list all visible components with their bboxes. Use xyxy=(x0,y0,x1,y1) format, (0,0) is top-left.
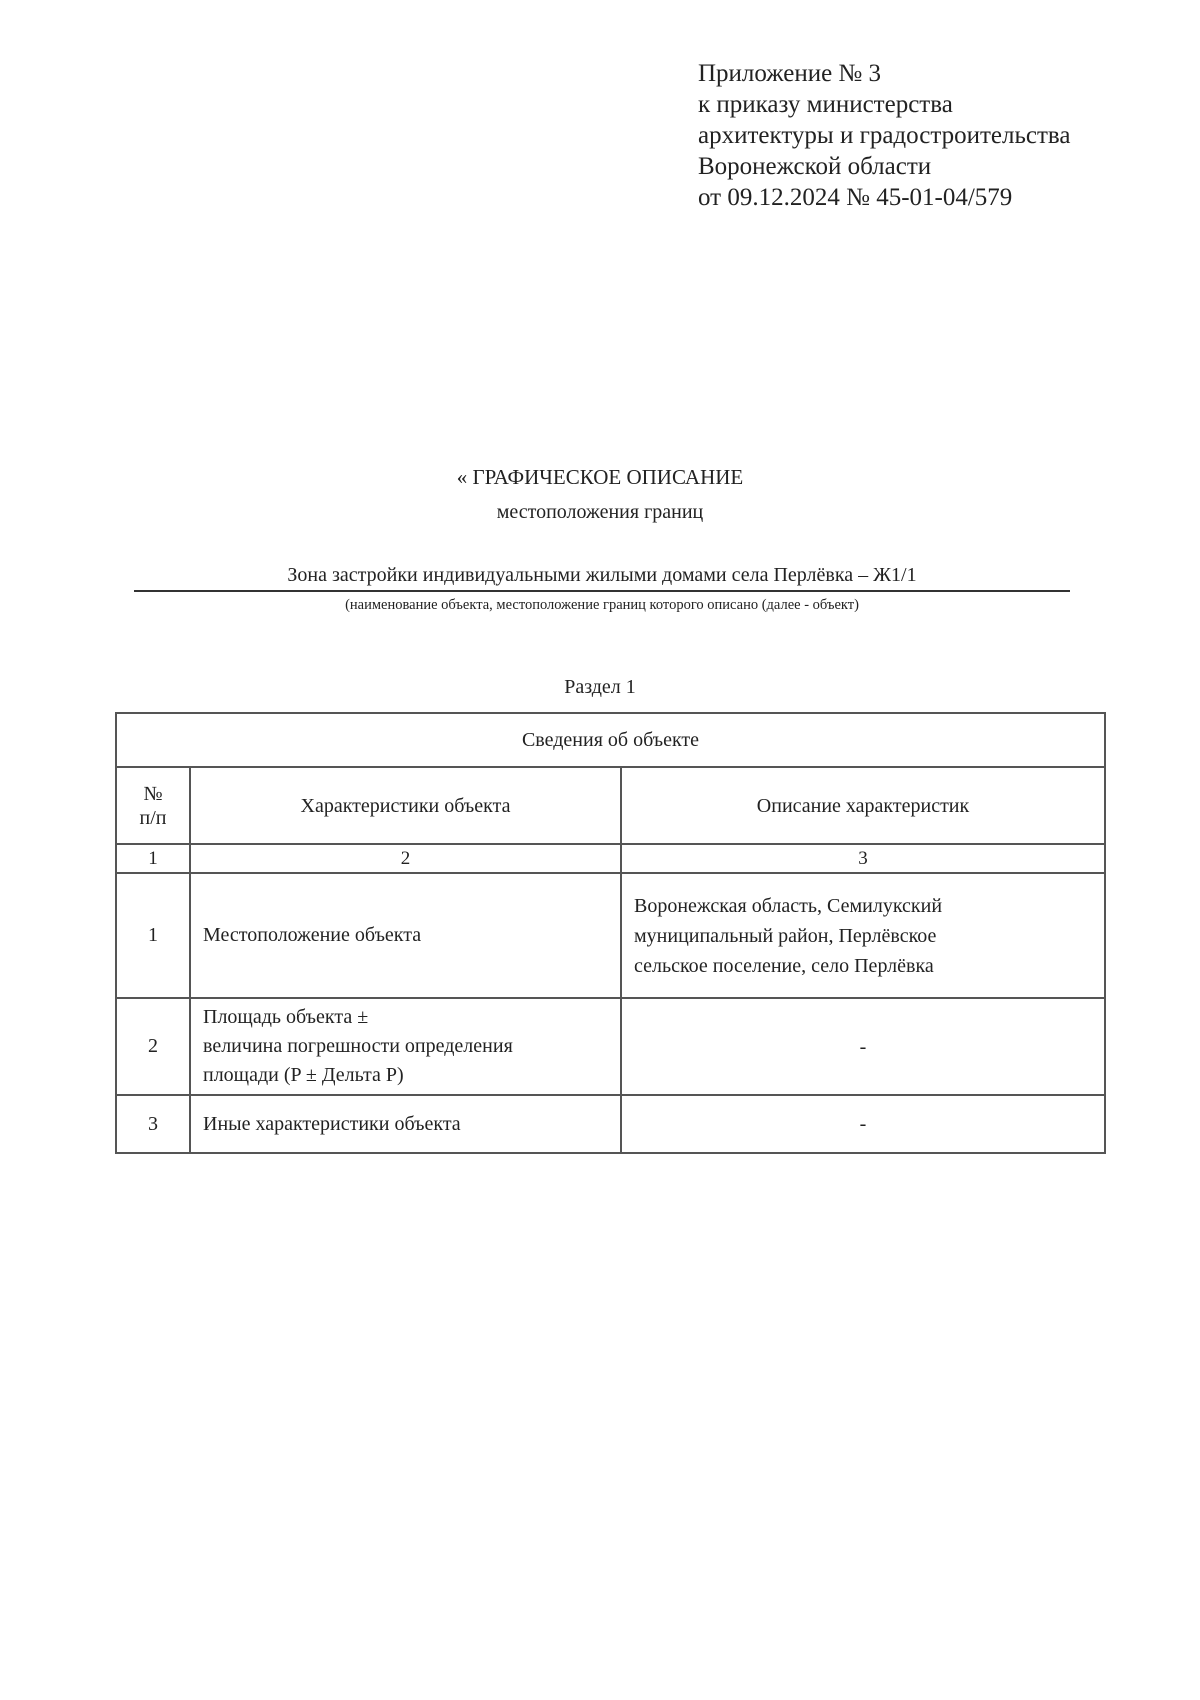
object-name: Зона застройки индивидуальными жилыми домами села Перлёвка – Ж1/1 xyxy=(134,562,1070,592)
table-header-row xyxy=(116,767,1105,844)
table-row xyxy=(116,998,1105,1095)
appendix-line: Приложение № 3 xyxy=(698,60,882,87)
column-number: 1 xyxy=(116,844,190,873)
row-characteristic: Местоположение объекта xyxy=(190,873,621,998)
row-number: 3 xyxy=(116,1095,190,1153)
column-number: 2 xyxy=(190,844,621,873)
object-name-caption: (наименование объекта, местоположение границ которого описано (далее - объект) xyxy=(345,597,859,613)
appendix-reference xyxy=(698,58,1178,213)
row-number: 1 xyxy=(116,873,190,998)
table-row xyxy=(116,1095,1105,1153)
column-number-row xyxy=(116,844,1105,873)
header-num: № п/п xyxy=(116,767,190,844)
section-label: Раздел 1 xyxy=(564,676,636,698)
appendix-line: архитектуры и градостроительства xyxy=(698,122,1071,149)
document-subtitle: местоположения границ xyxy=(496,501,704,523)
appendix-line: Воронежской области xyxy=(698,153,932,180)
row-characteristic: Площадь объекта ± величина погрешности определения площади (P ± Дельта P) xyxy=(190,998,621,1095)
column-number: 3 xyxy=(621,844,1105,873)
header-characteristic: Характеристики объекта xyxy=(190,767,621,844)
row-description: - xyxy=(621,998,1105,1095)
document-title: « ГРАФИЧЕСКОЕ ОПИСАНИЕ xyxy=(456,465,744,489)
row-number: 2 xyxy=(116,998,190,1095)
appendix-line: к приказу министерства xyxy=(698,91,953,118)
table-title: Сведения об объекте xyxy=(116,713,1105,767)
object-info-table xyxy=(115,712,1106,1154)
appendix-line: от 09.12.2024 № 45-01-04/579 xyxy=(698,184,1013,211)
row-description: Воронежская область, Семилукский муниципальный район, Перлёвское сельское поселение, село Перлёвка xyxy=(621,873,1105,998)
header-description: Описание характеристик xyxy=(621,767,1105,844)
table-row xyxy=(116,873,1105,998)
table-title-row xyxy=(116,713,1105,767)
row-characteristic: Иные характеристики объекта xyxy=(190,1095,621,1153)
row-description: - xyxy=(621,1095,1105,1153)
